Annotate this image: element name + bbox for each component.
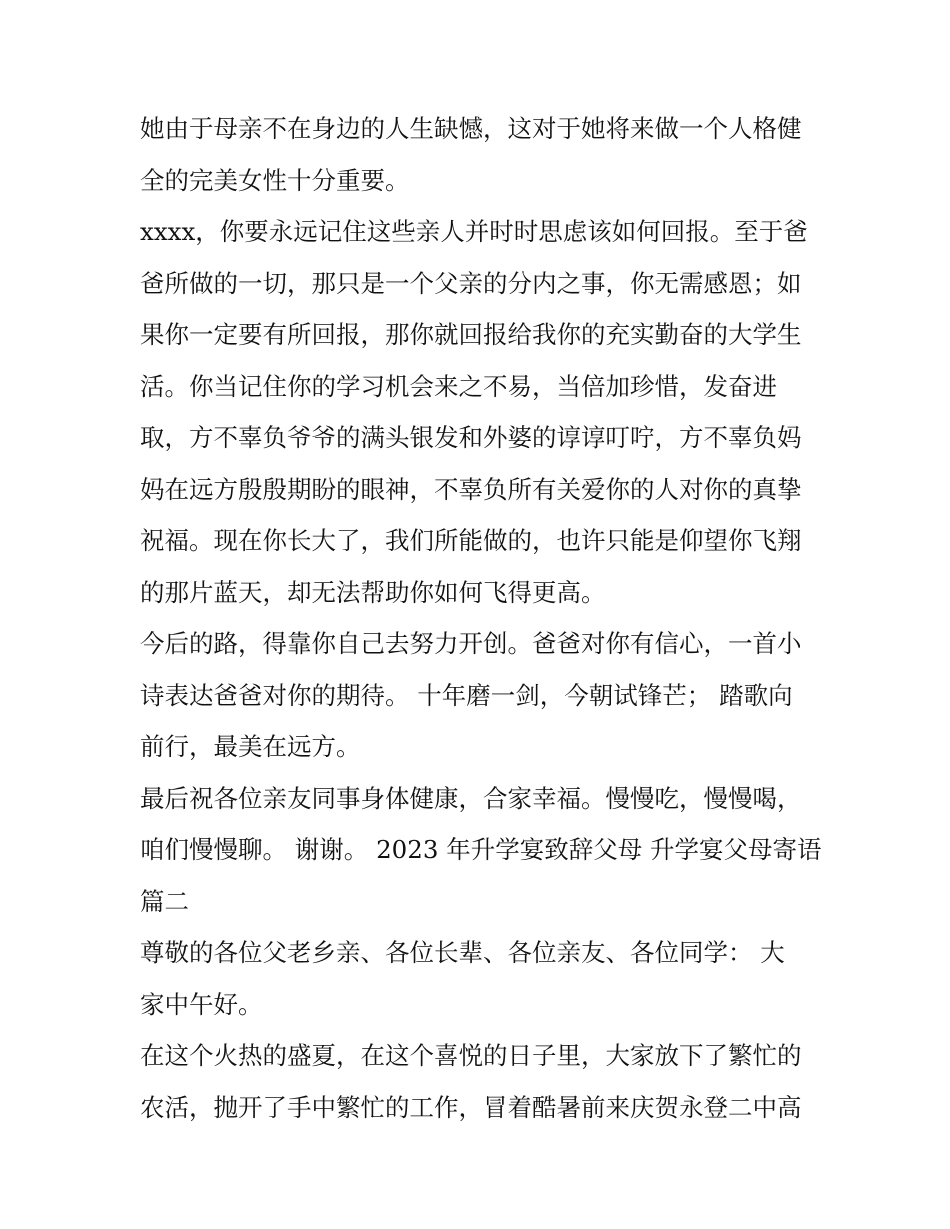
text-line: 最后祝各位亲友同事身体健康，合家幸福。慢慢吃，慢慢喝，	[140, 783, 802, 813]
text-line: 活。你当记住你的学习机会来之不易，当倍加珍惜，发奋进	[140, 371, 777, 401]
text-line: 爸所做的一切，那只是一个父亲的分内之事，你无需感恩；如	[140, 268, 802, 298]
text-line: 全的完美女性十分重要。	[140, 165, 410, 195]
text-line: 今后的路，得靠你自己去努力开创。爸爸对你有信心，一首小	[140, 629, 802, 658]
text-line: 在这个火热的盛夏，在这个喜悦的日子里，大家放下了繁忙的	[140, 1041, 802, 1070]
text-line: 取，方不辜负爷爷的满头银发和外婆的谆谆叮咛，方不辜负妈	[140, 423, 802, 452]
text-line: 咱们慢慢聊。 谢谢。 2023 年升学宴致辞父母 升学宴父母寄语	[140, 835, 822, 864]
text-line: 诗表达爸爸对你的期待。 十年磨一剑，今朝试锋芒； 踏歌向	[140, 680, 793, 710]
text-line: 果你一定要有所回报，那你就回报给我你的充实勤奋的大学生	[140, 320, 802, 349]
text-line: 家中午好。	[140, 989, 263, 1019]
text-line: xxxx，你要永远记住这些亲人并时时思虑该如何回报。至于爸	[140, 217, 808, 246]
text-line: 她由于母亲不在身边的人生缺憾，这对于她将来做一个人格健	[140, 114, 802, 143]
text-line: 农活，抛开了手中繁忙的工作，冒着酷暑前来庆贺永登二中高	[140, 1092, 802, 1122]
document-body	[140, 107, 822, 1137]
text-line: 篇二	[140, 886, 189, 916]
text-line: 前行，最美在远方。	[140, 732, 361, 761]
text-line: 尊敬的各位父老乡亲、各位长辈、各位亲友、各位同学： 大	[140, 938, 785, 967]
text-line: 的那片蓝天，却无法帮助你如何飞得更高。	[140, 577, 606, 607]
text-line: 祝福。现在你长大了，我们所能做的，也许只能是仰望你飞翔	[140, 526, 802, 555]
text-line: 妈在远方殷殷期盼的眼神，不辜负所有关爱你的人对你的真挚	[140, 474, 802, 504]
